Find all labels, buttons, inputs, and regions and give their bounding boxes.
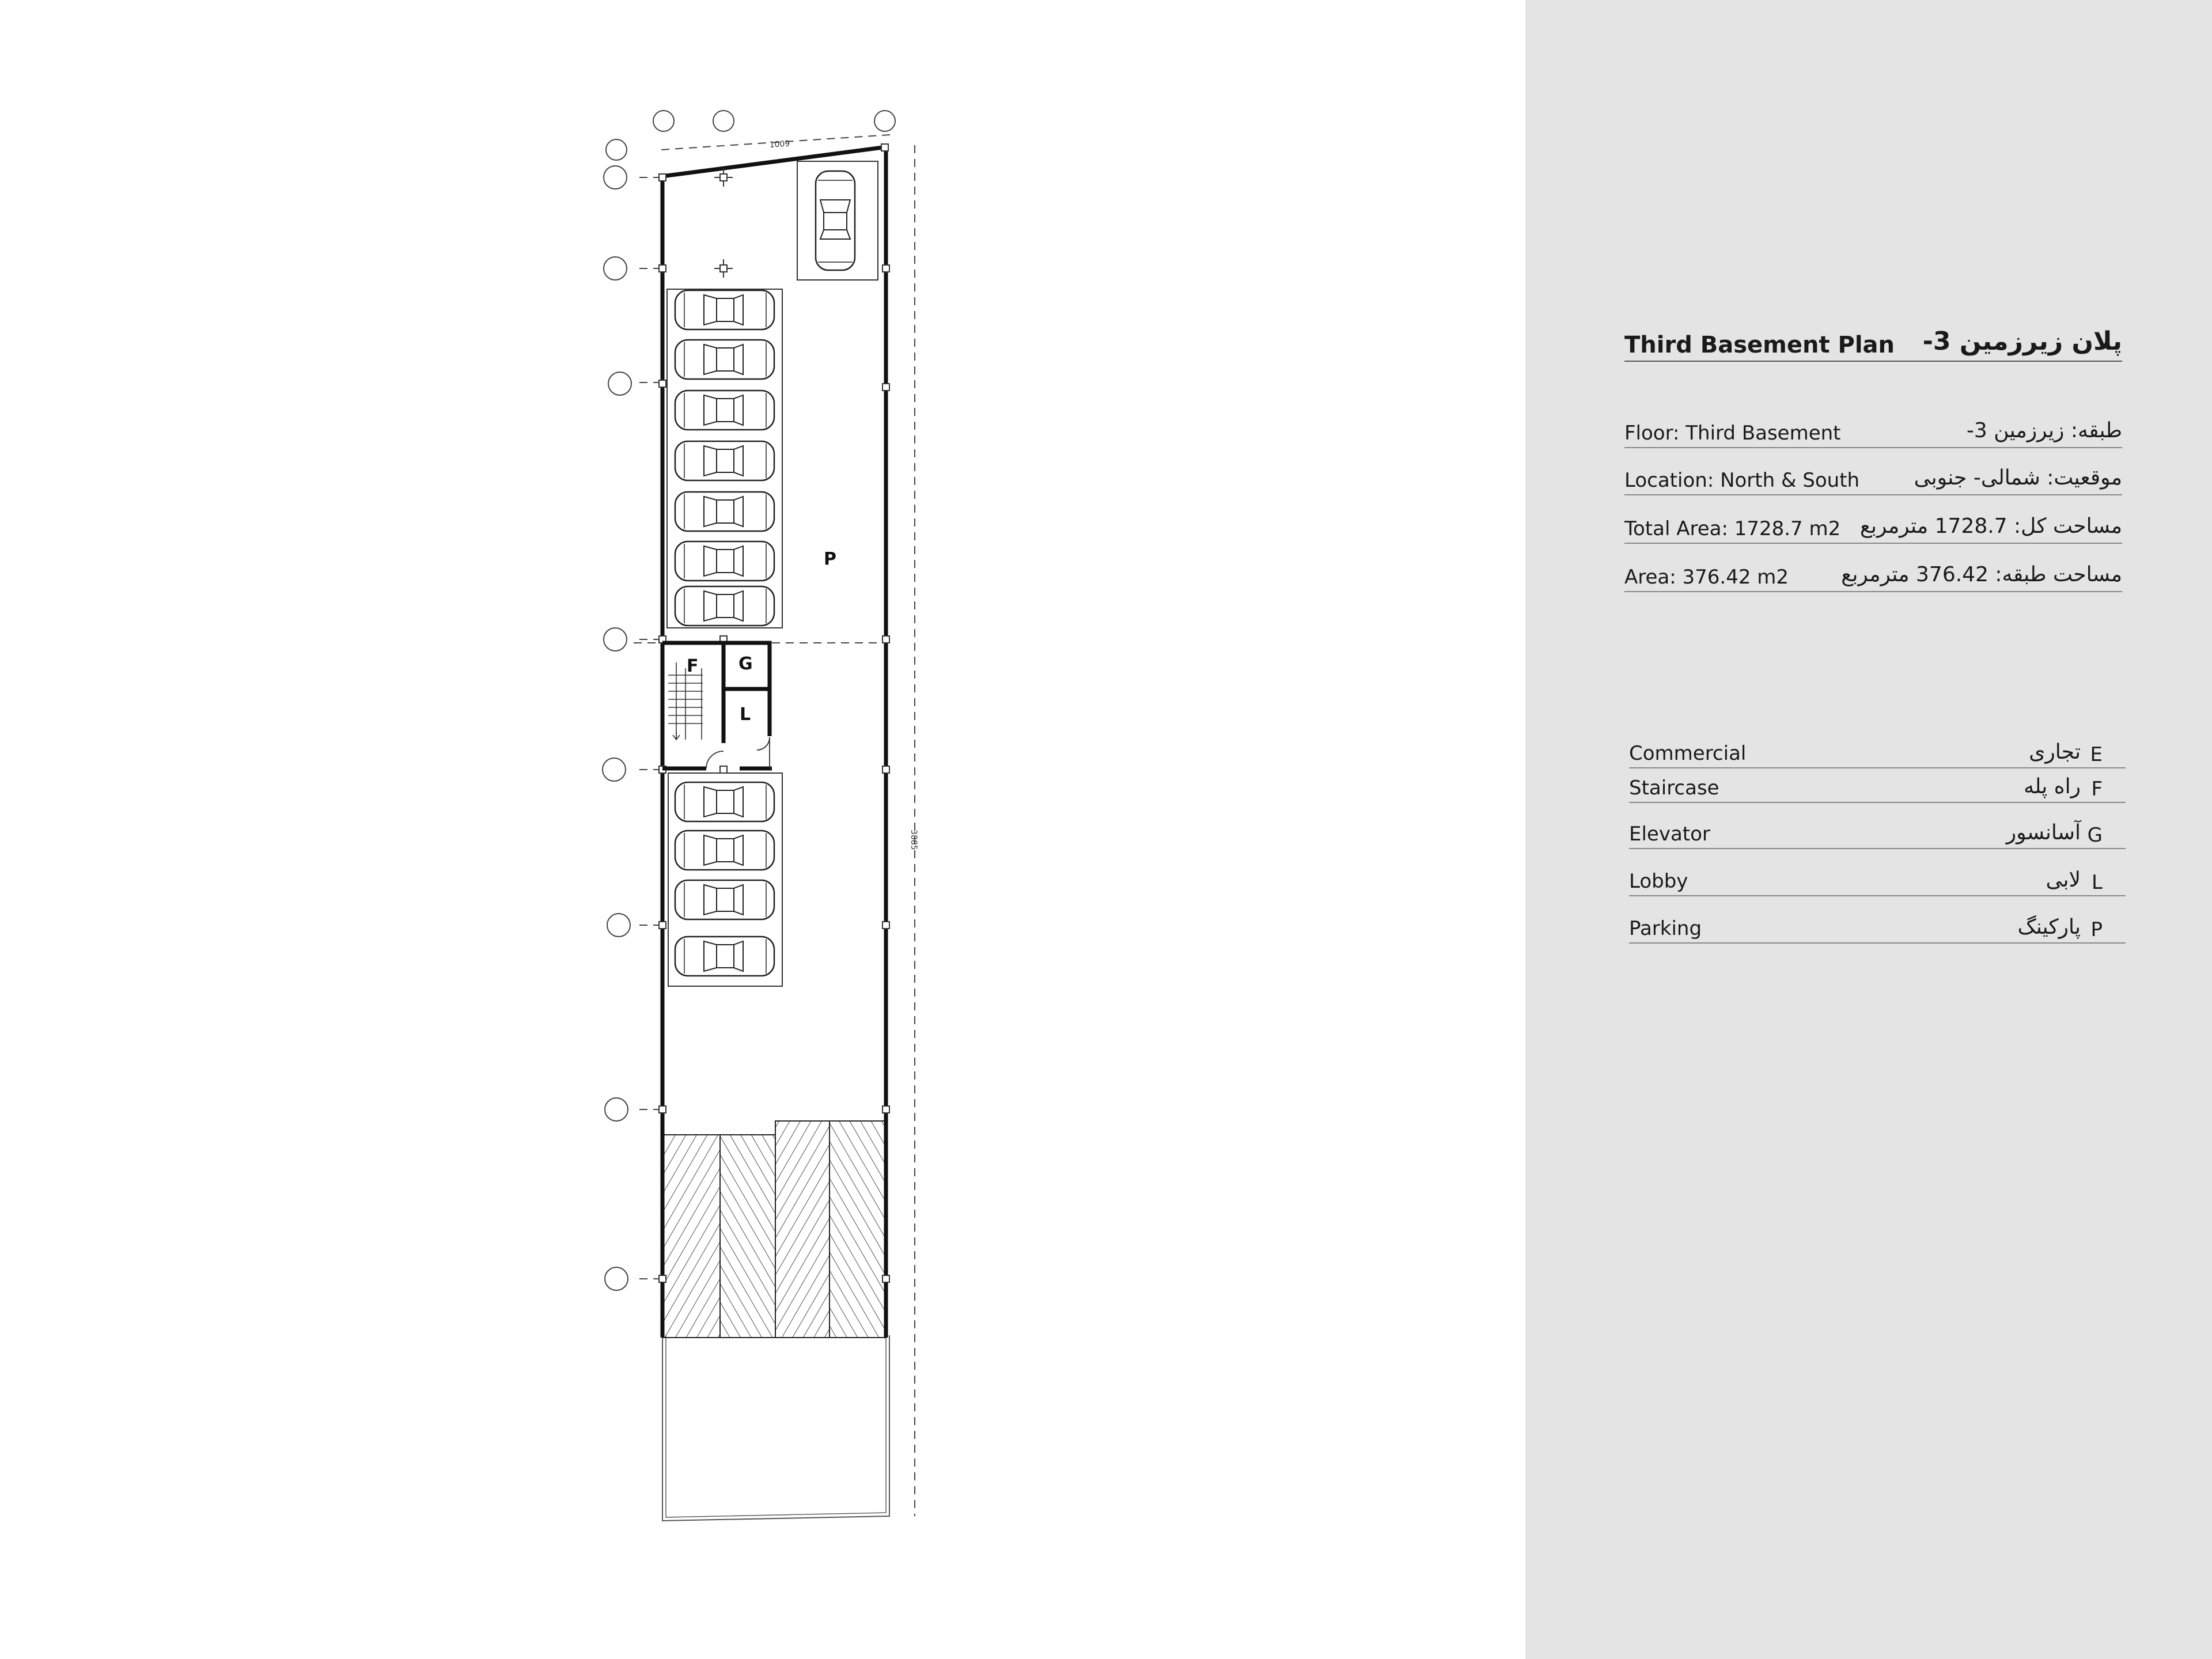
- info-area-en: Area: 376.42 m2: [1624, 566, 1789, 589]
- door-swings: [706, 737, 770, 768]
- parking-bay-upper: [667, 289, 782, 628]
- legend-staircase-fa: راه پله: [2024, 775, 2081, 798]
- info-row-location: [1624, 464, 2122, 495]
- info-area-fa: مساحت طبقه: 376.42 مترمربع: [1841, 563, 2122, 586]
- info-location-fa: موقعیت: شمالی- جنوبی: [1914, 466, 2122, 490]
- dimension-length: 3885: [909, 830, 918, 850]
- legend-staircase-letter: F: [2091, 778, 2103, 801]
- info-floor-en: Floor: Third Basement: [1624, 422, 1841, 445]
- label-elevator: G: [738, 654, 753, 674]
- legend-commercial-en: Commercial: [1629, 742, 1747, 765]
- hatched-commercial-area: [664, 1121, 886, 1338]
- legend-elevator-en: Elevator: [1629, 823, 1710, 846]
- info-row-floor: [1624, 417, 2122, 448]
- info-row-total-area: [1624, 513, 2122, 544]
- legend-parking-fa: پارکینگ: [2017, 915, 2081, 939]
- info-location-en: Location: North & South: [1624, 469, 1860, 492]
- legend-parking-en: Parking: [1629, 917, 1702, 940]
- legend-lobby-en: Lobby: [1629, 870, 1688, 893]
- legend-staircase-en: Staircase: [1629, 777, 1719, 800]
- plan-lower-outline: [662, 1335, 889, 1521]
- legend-lobby-letter: L: [2092, 871, 2103, 894]
- label-parking: P: [824, 549, 836, 569]
- legend-row-lobby: [1629, 866, 2126, 896]
- core-walls: [662, 643, 772, 768]
- legend-row-elevator: [1629, 819, 2126, 849]
- sheet-title-en: Third Basement Plan: [1624, 332, 1895, 358]
- parking-bay-lower: [668, 773, 782, 986]
- legend-elevator-fa: آسانسور: [2006, 821, 2081, 844]
- info-total-area-fa: مساحت کل: 1728.7 مترمربع: [1859, 514, 2122, 538]
- legend-elevator-letter: G: [2087, 824, 2103, 847]
- legend-row-staircase: [1629, 773, 2126, 803]
- legend-commercial-letter: E: [2090, 743, 2103, 766]
- label-lobby: L: [740, 704, 751, 725]
- legend-row-parking: [1629, 914, 2126, 944]
- legend-lobby-fa: لابی: [2046, 868, 2081, 892]
- legend-row-commercial: [1629, 738, 2126, 768]
- grid-bubbles: [603, 111, 895, 1290]
- info-row-area: [1624, 561, 2122, 592]
- dimension-width: 1009: [769, 139, 790, 150]
- legend-commercial-fa: تجاری: [2029, 740, 2081, 764]
- label-staircase: F: [687, 656, 699, 676]
- info-panel: [1525, 0, 2212, 1659]
- info-total-area-en: Total Area: 1728.7 m2: [1624, 517, 1841, 540]
- info-floor-fa: طبقه: زیرزمین 3-: [1966, 419, 2122, 442]
- legend-parking-letter: P: [2090, 918, 2103, 941]
- sheet-title: [1624, 323, 2122, 362]
- survey-markers: [714, 168, 733, 278]
- parking-bay-top: [797, 161, 878, 280]
- sheet-title-fa: پلان زیرزمین 3-: [1922, 327, 2122, 356]
